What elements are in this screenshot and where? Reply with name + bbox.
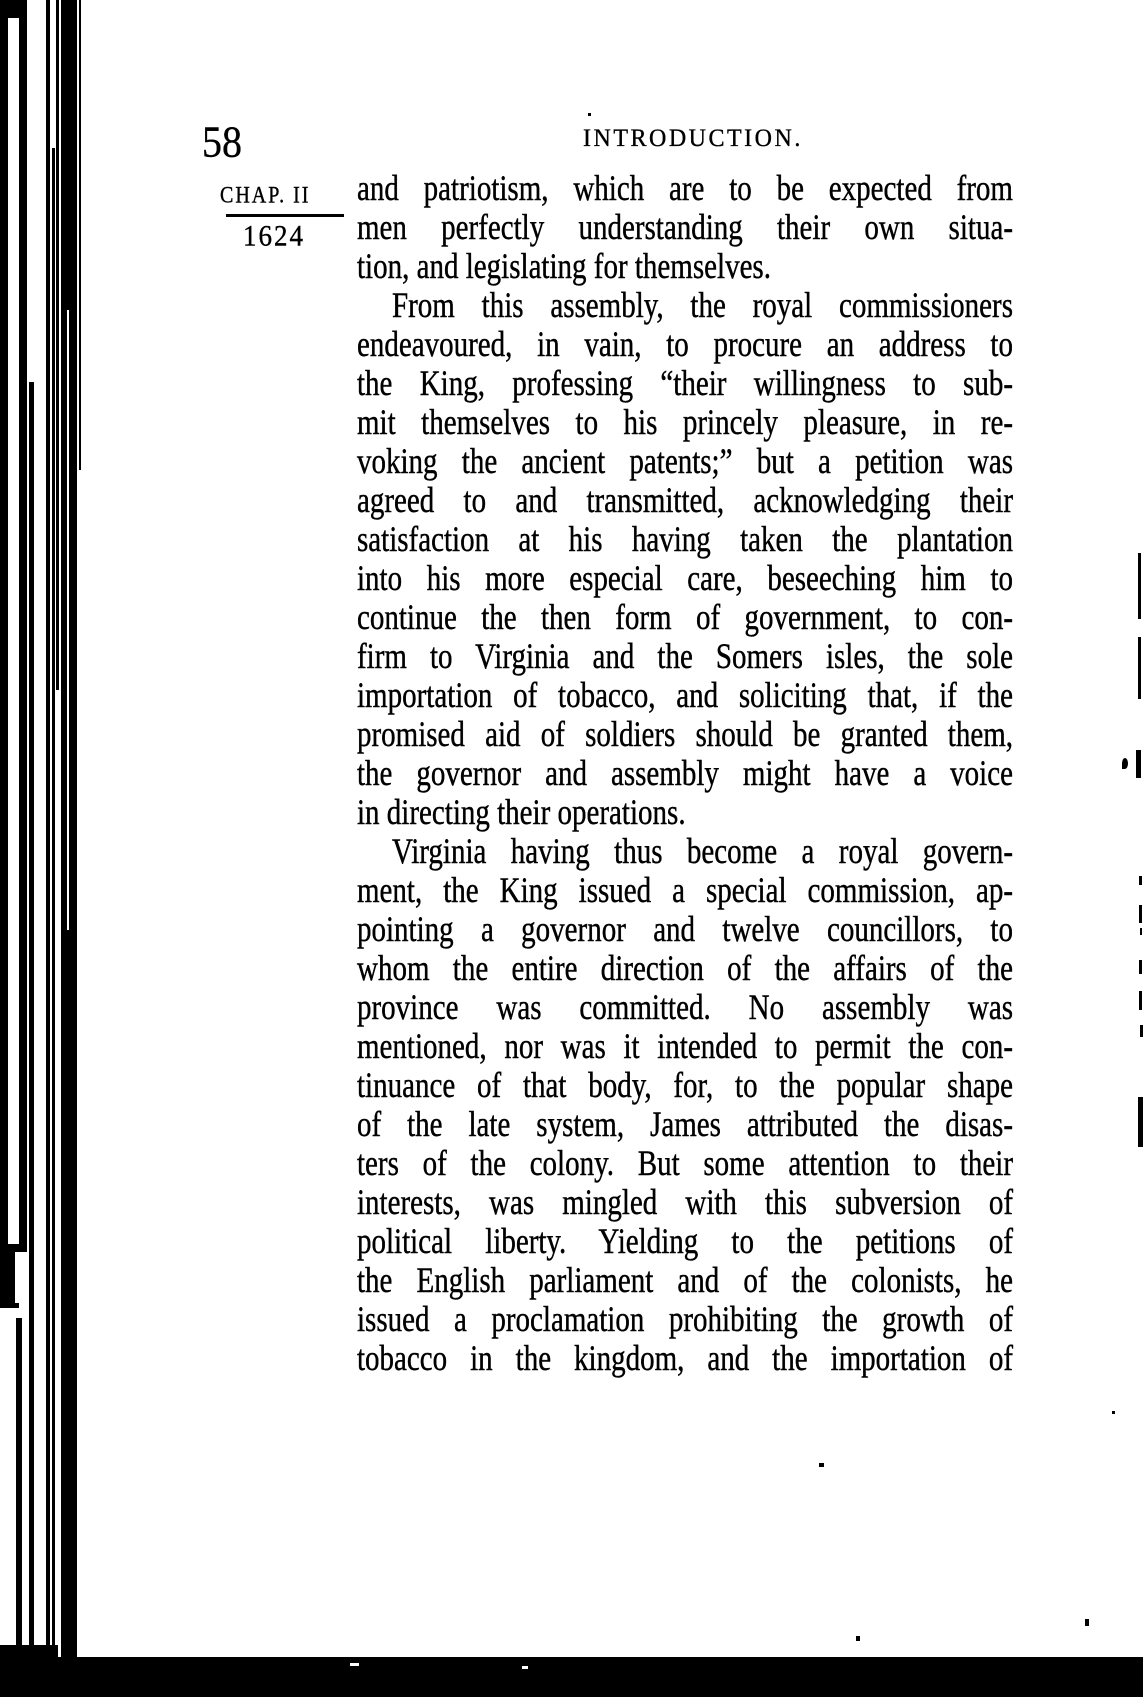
- text-line: ment, the King issued a special commission, ap-: [357, 871, 1013, 911]
- gutter-line-4: [52, 148, 55, 1657]
- text-line: continue the then form of government, to con-: [357, 598, 1013, 638]
- bottom-scan-bar: [0, 1657, 1143, 1697]
- text-line: issued a proclamation prohibiting the growth of: [357, 1300, 1013, 1340]
- text-line: men perfectly understanding their own situa-: [357, 208, 1013, 248]
- text-line: into his more especial care, beseeching him to: [357, 559, 1013, 599]
- gutter-line-6: [79, 0, 81, 470]
- text-line: tobacco in the kingdom, and the importation of: [357, 1339, 1013, 1379]
- text-line: voking the ancient patents;” but a petition was: [357, 442, 1013, 482]
- edge-comma: [1122, 758, 1128, 769]
- text-line: firm to Virginia and the Somers isles, the sole: [357, 637, 1013, 677]
- edge-dash-7: [1139, 960, 1142, 974]
- text-line: province was committed. No assembly was: [357, 988, 1013, 1028]
- text-line: endeavoured, in vain, to procure an address to: [357, 325, 1013, 365]
- body-text: [357, 170, 1013, 1379]
- edge-dash-1: [1138, 553, 1141, 619]
- speck-2: [1112, 1411, 1115, 1414]
- paragraph: [357, 170, 1013, 287]
- bottom-scan-bar-step: [0, 1645, 58, 1657]
- speck-3: [1085, 1619, 1089, 1626]
- speck-1: [819, 1463, 824, 1467]
- chapter-margin-note: CHAP. II: [220, 183, 311, 209]
- edge-dash-8: [1139, 991, 1142, 1010]
- gutter-line-5: [56, 0, 59, 690]
- text-line: the English parliament and of the colonists, he: [357, 1261, 1013, 1301]
- text-line: mentioned, nor was it intended to permit the con-: [357, 1027, 1013, 1067]
- edge-dash-6: [1140, 928, 1142, 935]
- text-line: satisfaction at his having taken the plantation: [357, 520, 1013, 560]
- paragraph: [357, 287, 1013, 833]
- text-line: ters of the colony. But some attention to their: [357, 1144, 1013, 1184]
- page-number: 58: [202, 117, 242, 167]
- text-line: whom the entire direction of the affairs of the: [357, 949, 1013, 989]
- text-line: the governor and assembly might have a voice: [357, 754, 1013, 794]
- text-line: of the late system, James attributed the disas-: [357, 1105, 1013, 1145]
- text-line: and patriotism, which are to be expected from: [357, 169, 1013, 209]
- edge-dash-3: [1136, 750, 1141, 778]
- gutter-band-highlight: [67, 310, 69, 930]
- edge-dash-10: [1138, 1097, 1143, 1147]
- year-margin-note: 1624: [243, 219, 305, 253]
- binding-band-highlight: [8, 18, 19, 1244]
- text-line: interests, was mingled with this subversion of: [357, 1183, 1013, 1223]
- text-line: mit themselves to his princely pleasure, in re-: [357, 403, 1013, 443]
- bar-speck-1: [350, 1663, 359, 1666]
- text-line: From this assembly, the royal commissioners: [392, 286, 1013, 326]
- gutter-line-2: [16, 1318, 22, 1657]
- text-line: pointing a governor and twelve councillors, to: [357, 910, 1013, 950]
- text-line: political liberty. Yielding to the petitions of: [357, 1222, 1013, 1262]
- edge-dash-4: [1139, 876, 1142, 885]
- text-line: agreed to and transmitted, acknowledging their: [357, 481, 1013, 521]
- text-line: Virginia having thus become a royal govern-: [392, 832, 1013, 872]
- text-line: the King, professing “their willingness to sub-: [357, 364, 1013, 404]
- running-header: INTRODUCTION.: [583, 125, 803, 153]
- binding-dots: [5, 1303, 19, 1308]
- paragraph: [357, 833, 1013, 1379]
- gutter-line-3: [46, 0, 50, 1657]
- text-line: importation of tobacco, and soliciting that, if the: [357, 676, 1013, 716]
- binding-band-lower: [0, 1252, 15, 1308]
- text-line: in directing their operations.: [357, 793, 686, 833]
- text-line: tion, and legislating for themselves.: [357, 247, 771, 287]
- edge-dash-2: [1138, 637, 1141, 699]
- bar-speck-2: [522, 1666, 528, 1669]
- gutter-band: [61, 0, 77, 1657]
- text-line: tinuance of that body, for, to the popular shape: [357, 1066, 1013, 1106]
- speck-5: [856, 1636, 860, 1641]
- gutter-line-1: [29, 382, 34, 1657]
- text-line: promised aid of soldiers should be granted them,: [357, 715, 1013, 755]
- speck-4: [588, 113, 591, 116]
- edge-dash-5: [1139, 905, 1142, 923]
- margin-rule: [226, 214, 344, 217]
